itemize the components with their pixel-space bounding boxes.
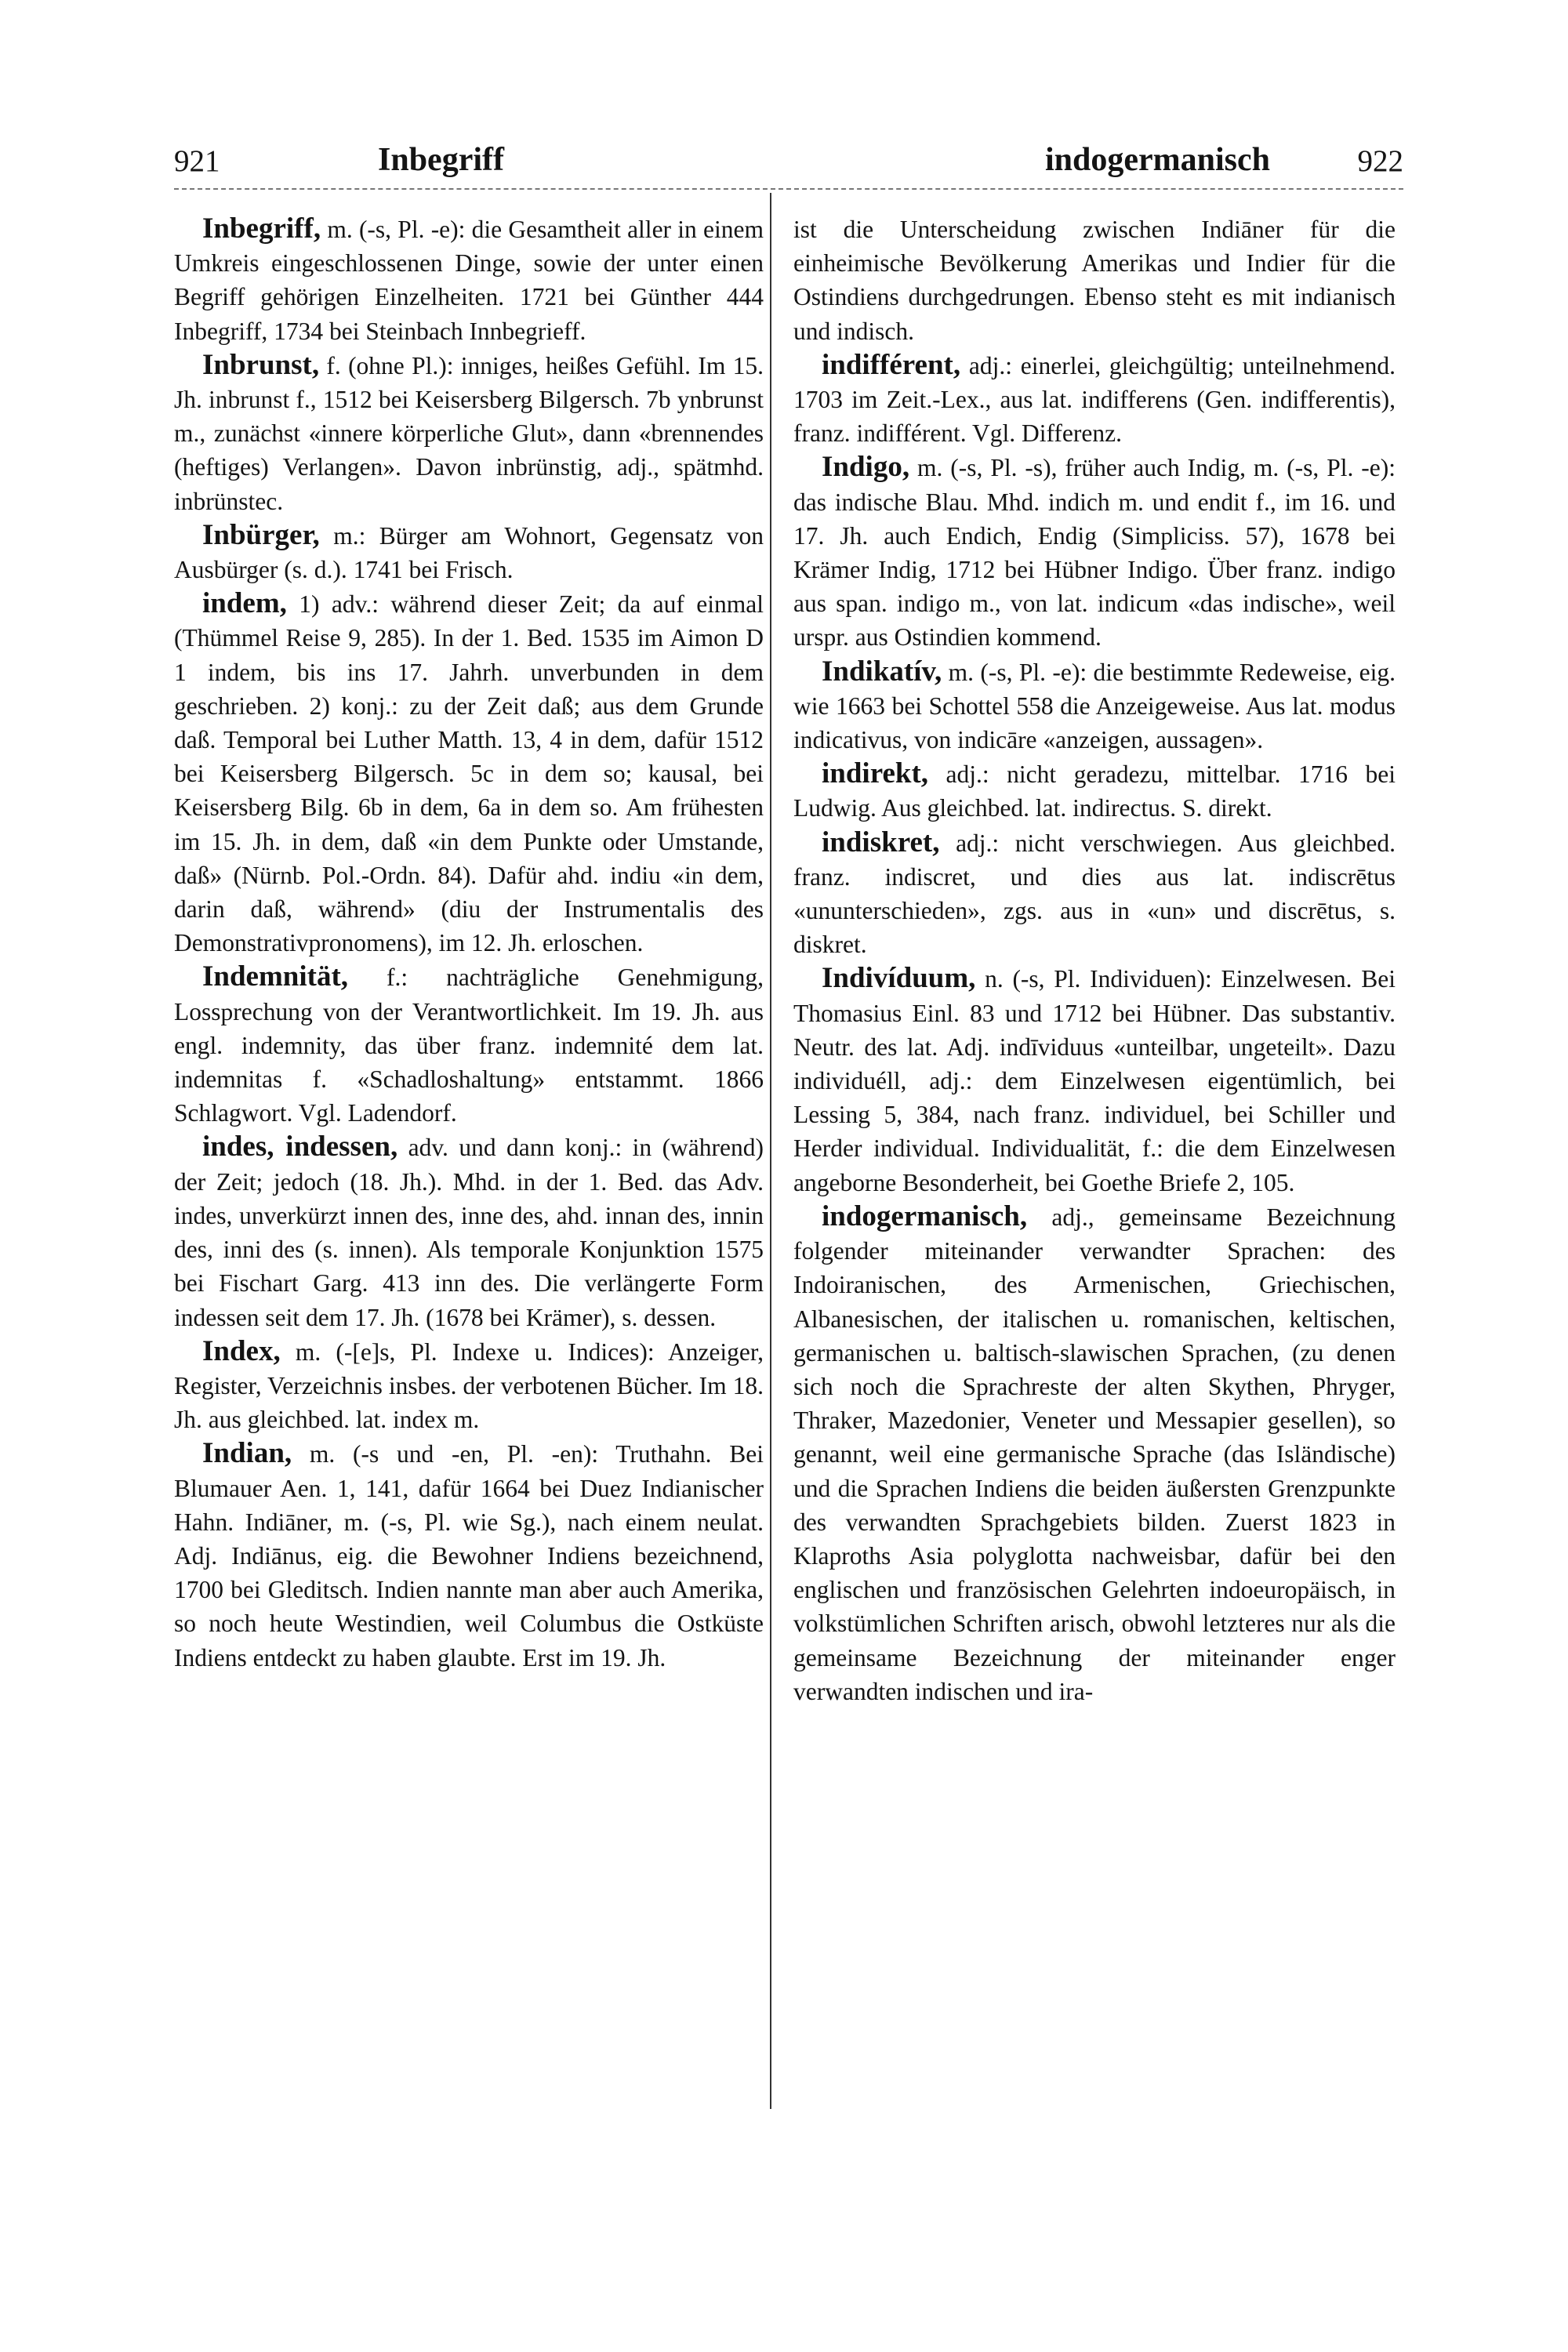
dictionary-entry [174,1130,764,1334]
right-column [793,212,1396,2109]
dictionary-entry [793,1200,1396,1708]
dictionary-entry [793,826,1396,962]
dictionary-entry [793,450,1396,654]
entry-headword: indirekt, [822,757,929,790]
entry-headword: Indivíduum, [822,962,976,995]
dictionary-entry [793,348,1396,451]
dictionary-entry [793,655,1396,757]
entry-headword: indem, [202,587,287,620]
entry-headword: Indikatív, [822,655,942,688]
entry-text: ist die Unterscheidung zwischen Indiāner für die einheimische Bevölkerung Amerikas und Indier für die Ostindiens durchgedrungen. Ebenso steht es mit indianisch und indisch. [793,216,1396,345]
dictionary-entry [793,757,1396,825]
dictionary-entry [174,1334,764,1437]
entry-headword: indiskret, [822,826,940,858]
entry-text: m. (-s und -en, Pl. -en): Truthahn. Bei Blumauer Aen. 1, 141, dafür 1664 bei Duez Indianischer Hahn. Indiāner, m. (-s, Pl. wie Sg.), nach einem neulat. Adj. Indiānus, eig. die Bewohner Indiens bezeichnend, 1700 bei Gleditsch. Indien nannte man aber auch Amerika, so noch heute Westindien, weil Columbus die Ostküste Indiens entdeckt zu haben glaubte. Erst im 19. Jh. [174,1440,764,1671]
entry-text: adv. und dann konj.: in (während) der Zeit; jedoch (18. Jh.). Mhd. in der 1. Bed. das Adv. indes, unverkürzt innen des, inne des, ahd. innan des, innin des, inni des (s. innen). Als temporale Konjunktion 1575 bei Fischart Garg. 413 inn des. Die verlängerte Form indessen seit dem 17. Jh. (1678 bei Krämer), s. dessen. [174,1134,764,1331]
entry-text: adj.: einerlei, gleichgültig; unteilnehmend. 1703 im Zeit.-Lex., aus lat. indifferens (Gen. indifferentis), franz. indifférent. Vgl. Differenz. [793,351,1396,448]
dictionary-entry [174,586,764,960]
entry-headword: Inbrunst, [202,348,320,381]
entry-text: adj., gemeinsame Bezeichnung folgender miteinander verwandter Sprachen: des Indoiranischen, des Armenischen, Griechischen, Albanesischen, der italischen u. romanischen, keltischen, germanischen u. baltisch-slawischen Sprachen, (zu denen sich noch die Sprachreste der alten Skythen, Phryger, Thraker, Mazedonier, Veneter und Messapier gesellen), so genannt, weil eine germanische Sprache (das Isländische) und die Sprachen Indiens die beiden äußersten Grenzpunkte des verwandten Sprachgebiets bilden. Zuerst 1823 in Klaproths Asia polyglotta nachweisbar, dafür bei den englischen und französischen Gelehrten indoeuropäisch, in volkstümlichen Schriften arisch, obwohl letzteres nur als die gemeinsame Bezeichnung der miteinander enger verwandten indischen und ira- [793,1203,1396,1705]
page-number-left: 921 [174,144,220,178]
entry-text: m. (-s, Pl. -e): die Gesamtheit aller in einem Umkreis eingeschlossenen Dinge, sowie der unter einen Begriff gehörigen Einzelheiten. 1721 bei Günther 444 Inbegriff, 1734 bei Steinbach Innbegrieff. [174,216,764,345]
running-headword-left: Inbegriff [378,142,504,178]
dictionary-entry [174,348,764,518]
entry-text: f. (ohne Pl.): inniges, heißes Gefühl. Im 15. Jh. inbrunst f., 1512 bei Keisersberg Bilgersch. 7b ynbrunst m., zunächst «innere körperliche Glut», dann «brennendes (heftiges) Verlangen». Davon inbrünstig, adj., spätmhd. inbrünstec. [174,351,764,515]
header-rule [174,188,1403,190]
entry-headword: Index, [202,1334,281,1367]
dictionary-entry [174,1436,764,1674]
entry-headword: indifférent, [822,348,961,381]
entry-headword: Inbegriff, [202,212,321,245]
column-divider [770,193,771,2109]
entry-text: 1) adv.: während dieser Zeit; da auf einmal (Thümmel Reise 9, 285). In der 1. Bed. 1535 im Aimon D 1 indem, bis ins 17. Jahrh. unverbunden in dem geschrieben. 2) konj.: zu der Zeit daß; aus dem Grunde daß. Temporal bei Luther Matth. 13, 4 in dem, dafür 1512 bei Keisersberg Bilgersch. 5c in dem so; kausal, bei Keisersberg Bilg. 6b in dem, 6a in dem so. Am frühesten im 15. Jh. in dem, daß «in dem Punkte oder Umstande, daß» (Nürnb. Pol.-Ordn. 84). Dafür ahd. indiu «in dem, darin daß, während» (diu der Instrumentalis des Demonstrativpronomens), im 12. Jh. erloschen. [174,590,764,957]
entry-headword: indes, indessen, [202,1131,398,1163]
dictionary-entry [174,212,764,348]
entry-headword: Indigo, [822,451,910,484]
entry-text: m.: Bürger am Wohnort, Gegensatz von Ausbürger (s. d.). 1741 bei Frisch. [174,521,764,584]
entry-text: adj.: nicht verschwiegen. Aus gleichbed. franz. indiscret, und dies aus lat. indiscrētus «ununterschieden», zgs. aus in «un» und discrētus, s. diskret. [793,829,1396,959]
left-column [174,212,764,2109]
entry-text: adj.: nicht geradezu, mittelbar. 1716 bei Ludwig. Aus gleichbed. lat. indirectus. S. direkt. [793,760,1396,822]
entry-text: m. (-s, Pl. -s), früher auch Indig, m. (-s, Pl. -e): das indische Blau. Mhd. indich m. und endit f., im 16. und 17. Jh. auch Endich, Endig (Simpliciss. 57), 1678 bei Krämer Indig, 1712 bei Hübner Indigo. Über franz. indigo aus span. indigo m., von lat. indicum «das indische», weil urspr. aus Ostindien kommend. [793,454,1396,652]
running-headword-right: indogermanisch [1044,142,1270,178]
entry-text: n. (-s, Pl. Individuen): Einzelwesen. Bei Thomasius Einl. 83 und 1712 bei Hübner. Das substantiv. Neutr. des lat. Adj. indīviduus «unteilbar, ungeteilt». Dazu individuéll, adj.: dem Einzelwesen eigentümlich, bei Lessing 5, 384, nach franz. individuel, bei Schiller und Herder individual. Individualität, f.: die dem Einzelwesen angeborne Besonderheit, bei Goethe Briefe 2, 105. [793,965,1396,1196]
dictionary-entry [793,961,1396,1199]
entry-headword: Indian, [202,1437,292,1470]
entry-text: m. (-s, Pl. -e): die bestimmte Redeweise, eig. wie 1663 bei Schottel 558 die Anzeigeweise. Aus lat. modus indicativus, von indicāre «anzeigen, aussagen». [793,658,1396,754]
entry-headword: Indemnität, [202,960,349,993]
dictionary-entry [174,518,764,586]
page-header [174,132,1403,188]
page-number-right: 922 [1357,144,1403,178]
entry-headword: Inbürger, [202,518,320,551]
dictionary-entry [174,960,764,1130]
entry-headword: indogermanisch, [822,1200,1028,1232]
entry-text: m. (-[e]s, Pl. Indexe u. Indices): Anzeiger, Register, Verzeichnis insbes. der verbotenen Bücher. Im 18. Jh. aus gleichbed. lat. index m. [174,1338,764,1434]
entry-text: f.: nachträgliche Genehmigung, Lossprechung von der Verantwortlichkeit. Im 19. Jh. aus engl. indemnity, das über franz. indemnité dem lat. indemnitas f. «Schadloshaltung» entstammt. 1866 Schlagwort. Vgl. Ladendorf. [174,964,764,1127]
dictionary-entry-continuation [793,212,1396,348]
